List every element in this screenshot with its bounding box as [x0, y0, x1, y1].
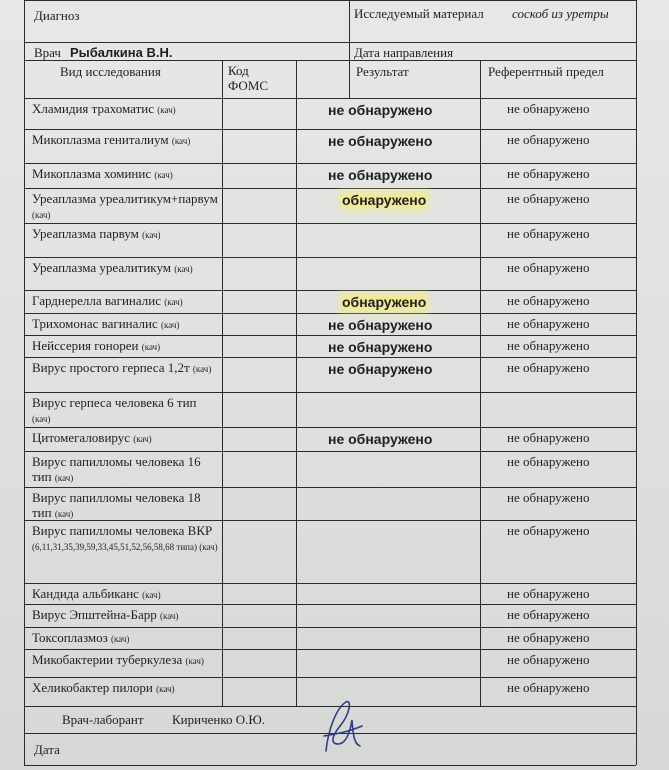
test-reference: не обнаружено	[507, 191, 590, 206]
table-row-test-name	[32, 490, 218, 522]
test-reference: не обнаружено	[507, 226, 590, 241]
test-name: Вирус Эпштейна-Барр	[32, 607, 160, 622]
test-name: Вирус папилломы человека ВКР	[32, 523, 213, 538]
qual-suffix: (кач)	[159, 611, 179, 621]
test-name: Гарднерелла вагиналис	[32, 293, 165, 308]
table-row-test-name	[32, 430, 218, 447]
test-name: Хеликобактер пилори	[32, 680, 157, 695]
qual-suffix: (кач)	[154, 170, 173, 180]
qual-suffix: (кач)	[142, 590, 161, 600]
test-reference: не обнаружено	[507, 630, 590, 645]
test-name: Вирус папилломы человека 16 тип	[32, 454, 201, 484]
qual-suffix: (кач)	[142, 230, 161, 240]
test-name: Вирус герпеса человека 6 тип	[32, 395, 197, 410]
doctor-label: Врач	[34, 45, 61, 60]
test-name: Вирус папилломы человека 18 тип	[32, 490, 201, 520]
test-reference: не обнаружено	[507, 490, 590, 505]
table-row-test-name	[32, 101, 218, 118]
material-label: Исследуемый материал	[354, 6, 484, 21]
test-name: Трихомонас вагиналис	[32, 316, 161, 331]
qual-suffix: (кач)	[32, 414, 51, 424]
qual-suffix: (кач)	[133, 434, 152, 444]
test-reference: не обнаружено	[507, 523, 590, 538]
lab-doctor-label: Врач-лаборант	[62, 712, 144, 727]
qual-suffix: (кач)	[141, 342, 161, 352]
column-result-header: Результат	[356, 64, 409, 79]
test-name: Нейссерия гонореи	[32, 338, 142, 353]
test-reference: не обнаружено	[507, 166, 590, 181]
referral-date-label: Дата направления	[354, 45, 454, 60]
table-row-test-name	[32, 652, 218, 669]
test-reference: не обнаружено	[507, 607, 590, 622]
test-reference: не обнаружено	[507, 316, 590, 331]
test-result: не обнаружено	[328, 167, 433, 183]
test-name: Цитомегаловирус	[32, 430, 134, 445]
test-result: не обнаружено	[328, 431, 433, 447]
table-row-test-name	[32, 132, 218, 149]
test-name: Уреаплазма уреалитикум	[32, 260, 175, 275]
table-row-test-name	[32, 260, 218, 277]
test-reference: не обнаружено	[507, 680, 590, 695]
column-code-header: Код ФОМС	[228, 63, 269, 93]
table-row-test-name	[32, 293, 218, 310]
column-test-header: Вид исследования	[60, 64, 161, 79]
table-row-test-name	[32, 586, 218, 603]
qual-suffix: (кач)	[54, 509, 74, 519]
lab-doctor-name: Кириченко О.Ю.	[172, 712, 266, 727]
table-row-test-name	[32, 523, 218, 555]
table-row-test-name	[32, 338, 218, 355]
test-name: Микобактерии туберкулеза	[32, 652, 186, 667]
test-name: Вирус простого герпеса 1,2т	[32, 360, 193, 375]
table-row-test-name	[32, 191, 218, 223]
test-types: (6,11,31,35,39,59,33,45,51,52,56,58,68 типа)	[32, 542, 200, 552]
test-reference: не обнаружено	[507, 293, 590, 308]
test-name: Микоплазма гениталиум	[32, 132, 172, 147]
test-reference: не обнаружено	[507, 430, 590, 445]
qual-suffix: (кач)	[32, 210, 51, 220]
test-reference: не обнаружено	[507, 260, 590, 275]
table-row-test-name	[32, 360, 218, 377]
qual-suffix: (кач)	[174, 264, 193, 274]
qual-suffix: (кач)	[171, 136, 191, 146]
test-result: не обнаружено	[328, 102, 433, 118]
test-name: Хламидия трахоматис	[32, 101, 158, 116]
qual-suffix: (кач)	[54, 473, 74, 483]
test-result: не обнаружено	[328, 317, 433, 333]
table-row-test-name	[32, 166, 218, 183]
qual-suffix: (кач)	[156, 684, 175, 694]
test-reference: не обнаружено	[507, 338, 590, 353]
table-row-test-name	[32, 607, 218, 624]
qual-suffix: (кач)	[192, 364, 212, 374]
test-reference: не обнаружено	[507, 652, 590, 667]
test-result: не обнаружено	[328, 339, 433, 355]
qual-suffix: (кач)	[160, 320, 180, 330]
test-result: обнаружено	[342, 192, 427, 208]
table-row-test-name	[32, 680, 218, 697]
date-label: Дата	[34, 742, 60, 757]
column-reference-header: Референтный предел	[488, 64, 604, 79]
doctor-name: Рыбалкина В.Н.	[70, 45, 173, 60]
test-name: Токсоплазмоз	[32, 630, 112, 645]
table-row-test-name	[32, 316, 218, 333]
qual-suffix: (кач)	[157, 105, 176, 115]
qual-suffix: (кач)	[199, 542, 218, 552]
test-reference: не обнаружено	[507, 360, 590, 375]
test-reference: не обнаружено	[507, 132, 590, 147]
diagnosis-label: Диагноз	[34, 8, 80, 23]
test-name: Кандида альбиканс	[32, 586, 143, 601]
table-row-test-name	[32, 226, 218, 243]
qual-suffix: (кач)	[111, 634, 130, 644]
test-name: Уреаплазма уреалитикум+парвум	[32, 191, 218, 206]
test-reference: не обнаружено	[507, 586, 590, 601]
table-row-test-name	[32, 395, 218, 427]
test-result: не обнаружено	[328, 133, 433, 149]
table-row-test-name	[32, 454, 218, 486]
material-value: соскоб из уретры	[512, 6, 609, 21]
test-reference: не обнаружено	[507, 101, 590, 116]
test-reference: не обнаружено	[507, 454, 590, 469]
table-row-test-name	[32, 630, 218, 647]
test-result: не обнаружено	[328, 361, 433, 377]
test-name: Уреаплазма парвум	[32, 226, 143, 241]
test-name: Микоплазма хоминис	[32, 166, 155, 181]
qual-suffix: (кач)	[164, 297, 183, 307]
test-result: обнаружено	[342, 294, 427, 310]
qual-suffix: (кач)	[185, 656, 204, 666]
